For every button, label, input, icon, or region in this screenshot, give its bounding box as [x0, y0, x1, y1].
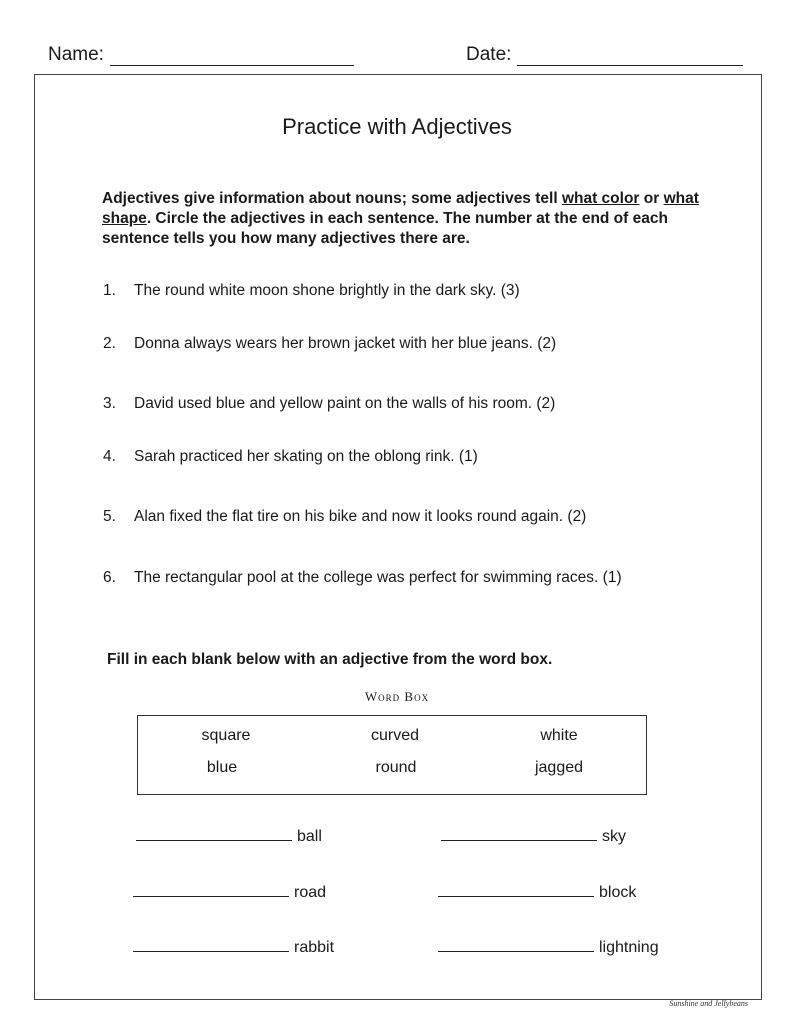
- blank-noun: ball: [297, 828, 322, 845]
- answer-blank[interactable]: [133, 937, 289, 952]
- answer-blank[interactable]: [136, 826, 292, 841]
- intro-part2: or: [639, 190, 664, 207]
- answer-blank[interactable]: [438, 937, 594, 952]
- intro-underline-shape: what shape: [102, 190, 699, 227]
- question-text: The rectangular pool at the college was perfect for swimming races. (1): [134, 569, 622, 586]
- fill-blank-rabbit: [133, 937, 334, 957]
- word-box-word: jagged: [534, 759, 584, 776]
- intro-part1: Adjectives give information about nouns; some adjectives tell: [102, 190, 562, 207]
- word-box-word: blue: [206, 759, 238, 776]
- date-blank[interactable]: [517, 47, 743, 66]
- fill-blank-block: [438, 882, 636, 902]
- date-field: [466, 44, 743, 66]
- blank-noun: rabbit: [294, 939, 335, 956]
- question-text: The round white moon shone brightly in the dark sky. (3): [134, 282, 520, 299]
- instructions: [102, 189, 722, 249]
- question-number: 5.: [103, 508, 116, 525]
- name-label: Name:: [48, 44, 104, 65]
- question-text: Alan fixed the flat tire on his bike and now it looks round again. (2): [134, 508, 587, 525]
- fill-blank-lightning: [438, 937, 659, 957]
- question-number: 6.: [103, 569, 116, 586]
- question-5: [103, 508, 586, 526]
- fill-instruction: Fill in each blank below with an adjective from the word box.: [107, 651, 553, 668]
- question-number: 3.: [103, 395, 116, 412]
- credit-text: Sunshine and Jellybeans: [669, 999, 748, 1008]
- blank-noun: block: [599, 884, 637, 901]
- question-3: [103, 395, 555, 413]
- word-box-word: round: [375, 759, 417, 776]
- intro-part3: . Circle the adjectives in each sentence. The number at the end of each sentence tells you how many adjectives there are.: [102, 210, 668, 247]
- blank-noun: road: [294, 884, 327, 901]
- question-6: [103, 569, 622, 587]
- blank-noun: lightning: [599, 939, 659, 956]
- name-blank[interactable]: [110, 47, 354, 66]
- fill-blank-road: [133, 882, 326, 902]
- question-2: [103, 335, 556, 353]
- answer-blank[interactable]: [438, 882, 594, 897]
- blank-noun: sky: [602, 828, 626, 845]
- question-text: Donna always wears her brown jacket with her blue jeans. (2): [134, 335, 557, 352]
- question-text: Sarah practiced her skating on the oblong rink. (1): [134, 448, 478, 465]
- question-number: 4.: [103, 448, 116, 465]
- question-4: [103, 448, 478, 466]
- question-number: 1.: [103, 282, 116, 299]
- word-box-title: Word Box: [364, 689, 430, 704]
- answer-blank[interactable]: [133, 882, 289, 897]
- question-1: [103, 282, 520, 300]
- intro-underline-color: what color: [561, 190, 640, 207]
- answer-blank[interactable]: [441, 826, 597, 841]
- word-box-word: white: [540, 727, 578, 744]
- date-label: Date:: [466, 44, 512, 65]
- word-box-word: curved: [370, 727, 420, 744]
- name-field: [48, 44, 354, 66]
- word-box-word: square: [201, 727, 251, 744]
- word-box: [137, 715, 647, 795]
- page-title: Practice with Adjectives: [282, 114, 512, 139]
- question-number: 2.: [103, 335, 116, 352]
- question-text: David used blue and yellow paint on the walls of his room. (2): [134, 395, 556, 412]
- fill-blank-ball: [136, 826, 322, 846]
- fill-blank-sky: [441, 826, 626, 846]
